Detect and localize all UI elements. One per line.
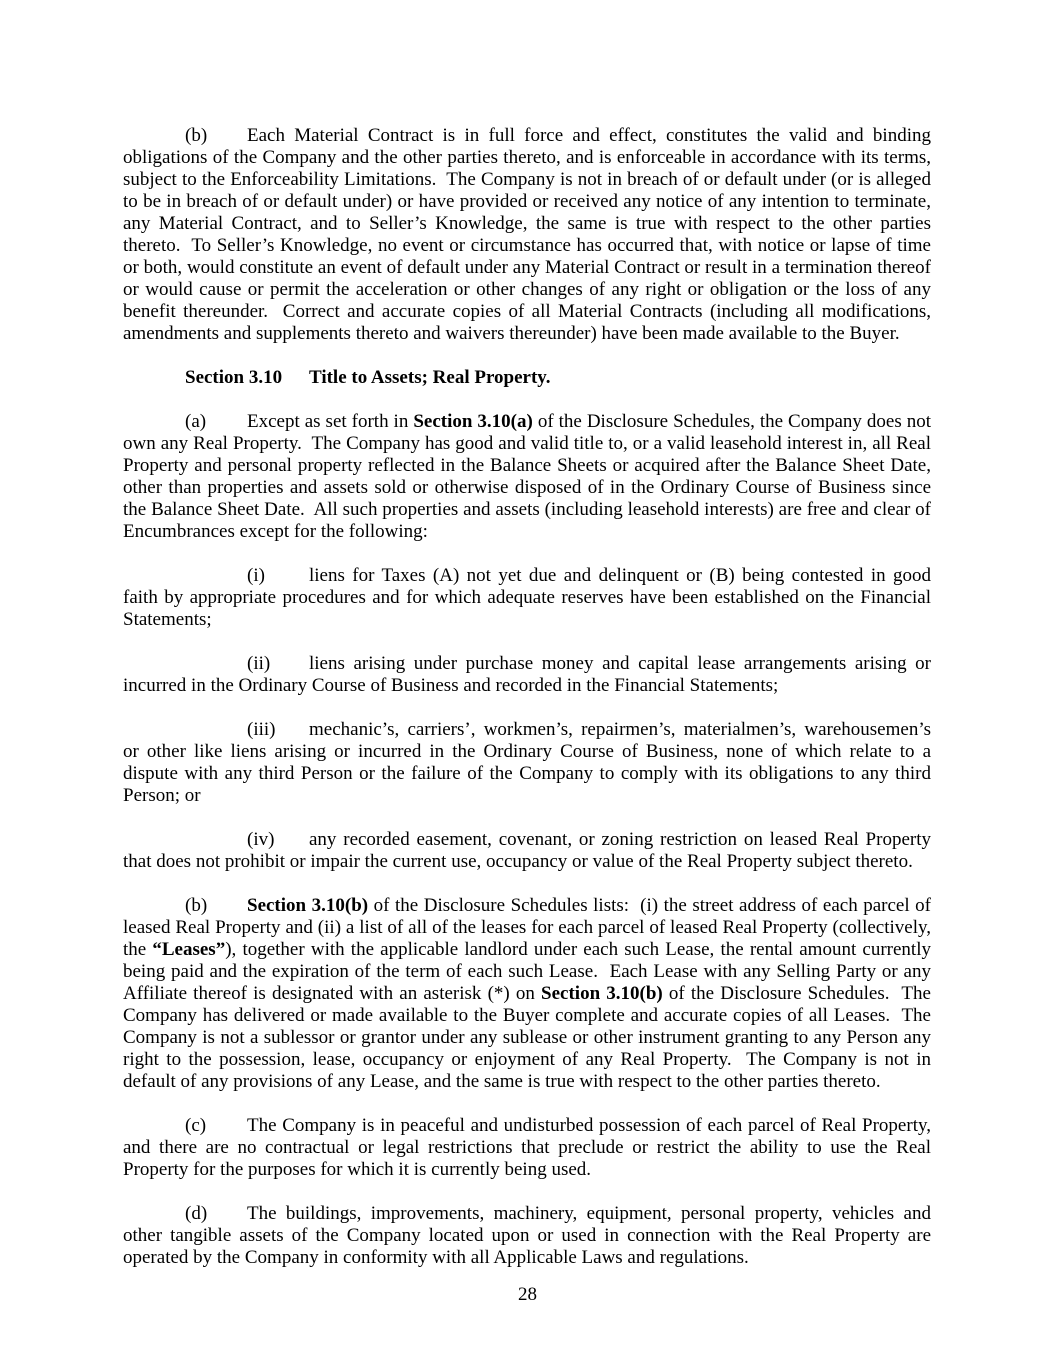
text-run: mechanic’s, carriers’, workmen’s, repairmen’s, materialmen’s, warehousemen’s or other like liens arising or incurred in the Ordinary Course of Business, none of which relate to a dispute with any third Person or the failure of the Company to comply with its obligations to any third Person; or bbox=[123, 719, 936, 806]
text-run-bold: “Leases” bbox=[152, 939, 226, 960]
paragraph-label: (b) bbox=[185, 895, 208, 916]
paragraph-a-title-to-assets bbox=[123, 411, 936, 543]
text-run-bold: Section 3.10(a) bbox=[413, 411, 533, 432]
paragraph-label: (ii) bbox=[247, 653, 271, 674]
paragraph-label: (a) bbox=[185, 411, 207, 432]
text-run: of the Disclosure Schedules. The Company has delivered or made available to the Buyer complete and accurate copies of all Leases. The Company is not a sublessor or grantor under any sublease or other instrument granting to any Person any right to the possession, lease, occupancy or enjoyment of any Real Property. The Company is not in default of any provisions of any Lease, and the same is true with respect to the other parties thereto. bbox=[123, 983, 936, 1092]
text-run: ), together with the applicable landlord under each such Lease, the rental amount currently being paid and the expiration of the term of each such Lease. Each Lease with any Selling Party or any Affiliate thereof is designated with an asterisk (*) on bbox=[123, 939, 936, 1004]
text-run: Each Material Contract is in full force and effect, constitutes the valid and binding obligations of the Company and the other parties thereto, and is enforceable in accordance with its terms, subject to the Enforceability Limitations. The Company is not in breach of or default under (or is alleged to be in breach of or default under) or have provided or received any notice of any intention to terminate, any Material Contract, and to Seller’s Knowledge, the same is true with respect to the other parties thereto. To Seller’s Knowledge, no event or circumstance has occurred that, with notice or lapse of time or both, would constitute an event of default under any Material Contract or result in a termination thereof or would cause or permit the acceleration or other changes of any right or obligation or the loss of any benefit thereunder. Correct and accurate copies of all Material Contracts (including all modifications, amendments and supplements thereto and waivers thereunder) have been made available to the Buyer. bbox=[123, 125, 936, 344]
paragraph-label: (c) bbox=[185, 1115, 207, 1136]
paragraph-label: (d) bbox=[185, 1203, 208, 1224]
list-item-iii bbox=[123, 719, 936, 807]
text-run: Except as set forth in bbox=[247, 411, 414, 432]
page-number: 28 bbox=[518, 1284, 537, 1305]
text-run: liens arising under purchase money and capital lease arrangements arising or incurred in the Ordinary Course of Business and recorded in the Financial Statements; bbox=[123, 653, 936, 696]
paragraph-b-material-contracts bbox=[123, 125, 936, 345]
text-run-bold: Section 3.10(b) bbox=[541, 983, 663, 1004]
paragraph-label: (iv) bbox=[247, 829, 275, 850]
text-run: any recorded easement, covenant, or zoning restriction on leased Real Property that does not prohibit or impair the current use, occupancy or value of the Real Property subject thereto. bbox=[123, 829, 936, 872]
text-run: of the Disclosure Schedules lists: (i) the street address of each parcel of leased Real Property and (ii) a list of all of the leases for each parcel of leased Real Property (collectively, the bbox=[123, 895, 936, 960]
text-run: The Company is in peaceful and undisturbed possession of each parcel of Real Property, and there are no contractual or legal restrictions that preclude or restrict the ability to use the Real Property for the purposes for which it is currently being used. bbox=[123, 1115, 936, 1180]
list-item-ii bbox=[123, 653, 936, 697]
paragraph-label: (b) bbox=[185, 125, 208, 146]
paragraph-b-leases bbox=[123, 895, 936, 1093]
paragraph-d-tangible-assets bbox=[123, 1203, 936, 1269]
section-3-10-heading bbox=[123, 367, 931, 389]
list-item-i bbox=[123, 565, 936, 631]
list-item-iv bbox=[123, 829, 936, 873]
paragraph-c-possession bbox=[123, 1115, 936, 1181]
paragraph-label: (i) bbox=[247, 565, 265, 586]
text-run: The buildings, improvements, machinery, equipment, personal property, vehicles and other tangible assets of the Company located upon or used in connection with the Real Property are operated by the Company in conformity with all Applicable Laws and regulations. bbox=[123, 1203, 936, 1268]
text-run: of the Disclosure Schedules, the Company does not own any Real Property. The Company has good and valid title to, or a valid leasehold interest in, all Real Property and personal property reflected in the Balance Sheets or acquired after the Balance Sheet Date, other than properties and assets sold or otherwise disposed of in the Ordinary Course of Business since the Balance Sheet Date. All such properties and assets (including leasehold interests) are free and clear of Encumbrances except for the following: bbox=[123, 411, 936, 542]
document-body bbox=[123, 125, 936, 1291]
paragraph-label: (iii) bbox=[247, 719, 276, 740]
text-run-bold: Title to Assets; Real Property. bbox=[309, 367, 551, 388]
text-run-bold: Section 3.10(b) bbox=[247, 895, 369, 916]
text-run: liens for Taxes (A) not yet due and delinquent or (B) being contested in good faith by appropriate procedures and for which adequate reserves have been established on the Financial Statements; bbox=[123, 565, 936, 630]
section-number-label: Section 3.10 bbox=[185, 367, 283, 388]
